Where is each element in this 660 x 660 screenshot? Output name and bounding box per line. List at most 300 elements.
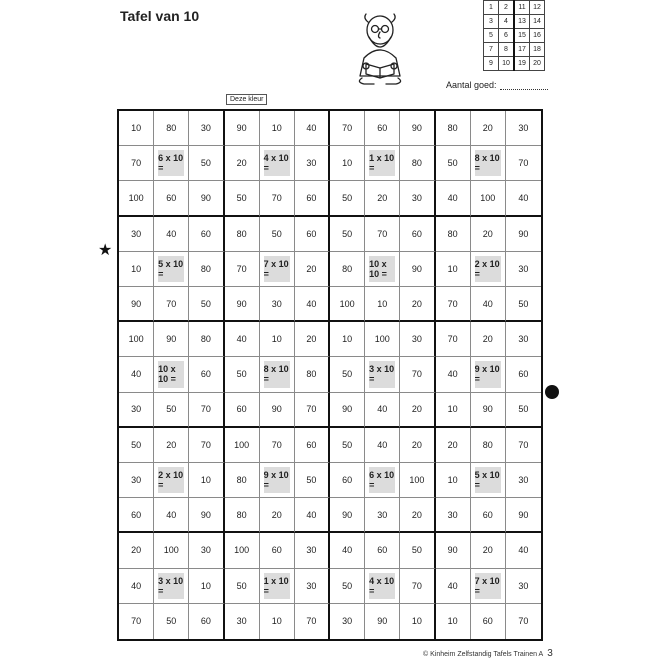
answer-cell[interactable]: [330, 217, 365, 252]
answer-cell[interactable]: [400, 498, 435, 533]
answer-value: 50: [342, 439, 353, 450]
answer-cell[interactable]: [260, 287, 295, 322]
answer-cell[interactable]: [119, 463, 154, 498]
dot-icon: [545, 385, 559, 399]
question-cell[interactable]: [154, 569, 189, 604]
question-cell[interactable]: [471, 463, 506, 498]
answer-value: 40: [131, 369, 142, 380]
answer-value: 40: [236, 334, 247, 345]
answer-cell[interactable]: [471, 217, 506, 252]
answer-cell[interactable]: [189, 252, 224, 287]
mini-grid-cell: 7: [484, 43, 499, 57]
answer-value: 100: [163, 545, 179, 556]
mini-grid: [483, 0, 545, 71]
answer-cell[interactable]: [119, 322, 154, 357]
answer-value: 40: [447, 369, 458, 380]
answer-value: 10: [411, 616, 422, 627]
answer-value: 10: [271, 123, 282, 134]
mini-grid-cell: 12: [530, 1, 545, 15]
answer-value: 20: [447, 439, 458, 450]
question-cell[interactable]: [471, 252, 506, 287]
mini-grid-cell: 14: [530, 15, 545, 29]
answer-cell[interactable]: [260, 217, 295, 252]
answer-value: 10: [342, 158, 353, 169]
answer-value: 40: [306, 123, 317, 134]
answer-value: 100: [409, 475, 425, 486]
answer-cell[interactable]: [225, 357, 260, 392]
answer-cell[interactable]: [506, 111, 541, 146]
answer-value: 90: [518, 228, 529, 239]
answer-value: 90: [411, 263, 422, 274]
question-cell[interactable]: [471, 569, 506, 604]
answer-value: 70: [200, 404, 211, 415]
answer-cell[interactable]: [119, 111, 154, 146]
answer-value: 30: [271, 298, 282, 309]
answer-cell[interactable]: [471, 181, 506, 216]
answer-value: 60: [518, 369, 529, 380]
answer-cell[interactable]: [436, 111, 471, 146]
answer-cell[interactable]: [330, 357, 365, 392]
answer-value: 70: [131, 616, 142, 627]
answer-cell[interactable]: [400, 181, 435, 216]
answer-cell[interactable]: [225, 463, 260, 498]
answer-value: 30: [342, 616, 353, 627]
answer-cell[interactable]: [154, 111, 189, 146]
answer-value: 80: [236, 509, 247, 520]
answer-cell[interactable]: [436, 393, 471, 428]
answer-value: 10: [200, 580, 211, 591]
answer-cell[interactable]: [225, 393, 260, 428]
answer-cell[interactable]: [365, 287, 400, 322]
answer-cell[interactable]: [119, 357, 154, 392]
answer-value: 30: [518, 263, 529, 274]
answer-cell[interactable]: [400, 428, 435, 463]
answer-value: 90: [518, 509, 529, 520]
answer-value: 40: [518, 192, 529, 203]
answer-cell[interactable]: [189, 287, 224, 322]
answer-cell[interactable]: [154, 287, 189, 322]
question-cell[interactable]: [260, 463, 295, 498]
answer-value: 50: [411, 545, 422, 556]
answer-cell[interactable]: [436, 322, 471, 357]
answer-cell[interactable]: [225, 569, 260, 604]
answer-value: 60: [236, 404, 247, 415]
answer-cell[interactable]: [506, 498, 541, 533]
question-cell[interactable]: [260, 252, 295, 287]
answer-value: 100: [339, 298, 355, 309]
answer-cell[interactable]: [471, 533, 506, 568]
question-cell[interactable]: [260, 357, 295, 392]
question-cell[interactable]: [471, 357, 506, 392]
answer-cell[interactable]: [506, 604, 541, 639]
question-text: 7 x 10 =: [264, 256, 290, 282]
page-number: 3: [547, 648, 553, 659]
answer-cell[interactable]: [189, 393, 224, 428]
answer-cell[interactable]: [365, 428, 400, 463]
answer-cell[interactable]: [506, 181, 541, 216]
answer-value: 70: [271, 192, 282, 203]
answer-value: 20: [271, 509, 282, 520]
answer-value: 70: [166, 298, 177, 309]
answer-cell[interactable]: [365, 217, 400, 252]
answer-cell[interactable]: [295, 569, 330, 604]
reading-professor-illustration: [340, 10, 420, 90]
question-cell[interactable]: [260, 146, 295, 181]
answer-value: 80: [447, 123, 458, 134]
answer-cell[interactable]: [119, 217, 154, 252]
answer-cell[interactable]: [436, 181, 471, 216]
answer-cell[interactable]: [330, 181, 365, 216]
answer-cell[interactable]: [189, 357, 224, 392]
answer-cell[interactable]: [365, 498, 400, 533]
answer-value: 20: [306, 263, 317, 274]
answer-cell[interactable]: [225, 498, 260, 533]
answer-cell[interactable]: [400, 569, 435, 604]
answer-value: 100: [480, 192, 496, 203]
answer-cell[interactable]: [436, 287, 471, 322]
answer-cell[interactable]: [260, 181, 295, 216]
answer-value: 10: [200, 475, 211, 486]
answer-cell[interactable]: [365, 322, 400, 357]
answer-value: 50: [342, 192, 353, 203]
footer-credit: © Kinheim Zelfstandig Tafels Trainen A: [423, 651, 544, 658]
answer-cell[interactable]: [260, 111, 295, 146]
answer-cell[interactable]: [330, 569, 365, 604]
answer-value: 100: [374, 334, 390, 345]
answer-value: 40: [377, 439, 388, 450]
answer-cell[interactable]: [506, 357, 541, 392]
answer-cell[interactable]: [154, 217, 189, 252]
answer-cell[interactable]: [365, 181, 400, 216]
answer-cell[interactable]: [330, 322, 365, 357]
answer-cell[interactable]: [436, 217, 471, 252]
answer-cell[interactable]: [436, 498, 471, 533]
answer-cell[interactable]: [330, 428, 365, 463]
answer-cell[interactable]: [295, 146, 330, 181]
answer-cell[interactable]: [400, 146, 435, 181]
answer-cell[interactable]: [119, 498, 154, 533]
answer-cell[interactable]: [330, 463, 365, 498]
question-cell[interactable]: [365, 357, 400, 392]
answer-cell[interactable]: [119, 287, 154, 322]
answer-cell[interactable]: [189, 428, 224, 463]
answer-cell[interactable]: [436, 252, 471, 287]
answer-value: 60: [482, 509, 493, 520]
answer-value: 20: [411, 298, 422, 309]
question-text: 8 x 10 =: [475, 150, 501, 176]
answer-cell[interactable]: [295, 463, 330, 498]
answer-cell[interactable]: [119, 393, 154, 428]
answer-cell[interactable]: [400, 111, 435, 146]
answer-value: 40: [518, 545, 529, 556]
answer-cell[interactable]: [189, 146, 224, 181]
score-answer-line[interactable]: [500, 89, 548, 90]
answer-cell[interactable]: [260, 498, 295, 533]
answer-cell[interactable]: [330, 604, 365, 639]
answer-cell[interactable]: [189, 217, 224, 252]
answer-value: 30: [518, 123, 529, 134]
answer-value: 70: [411, 580, 422, 591]
answer-value: 80: [166, 123, 177, 134]
answer-cell[interactable]: [225, 252, 260, 287]
answer-cell[interactable]: [436, 604, 471, 639]
answer-cell[interactable]: [189, 569, 224, 604]
answer-cell[interactable]: [154, 498, 189, 533]
answer-value: 60: [342, 475, 353, 486]
question-text: 5 x 10 =: [158, 256, 184, 282]
mini-grid-cell: 10: [499, 57, 515, 71]
answer-value: 70: [518, 158, 529, 169]
answer-cell[interactable]: [225, 146, 260, 181]
answer-cell[interactable]: [506, 428, 541, 463]
answer-cell[interactable]: [295, 217, 330, 252]
mini-grid-cell: 3: [484, 15, 499, 29]
answer-value: 90: [411, 123, 422, 134]
answer-cell[interactable]: [225, 217, 260, 252]
answer-cell[interactable]: [295, 604, 330, 639]
answer-cell[interactable]: [471, 287, 506, 322]
answer-cell[interactable]: [400, 357, 435, 392]
answer-cell[interactable]: [506, 463, 541, 498]
answer-cell[interactable]: [365, 533, 400, 568]
answer-cell[interactable]: [225, 287, 260, 322]
answer-cell[interactable]: [260, 428, 295, 463]
answer-cell[interactable]: [330, 111, 365, 146]
answer-cell[interactable]: [189, 604, 224, 639]
answer-cell[interactable]: [154, 322, 189, 357]
question-cell[interactable]: [471, 146, 506, 181]
answer-cell[interactable]: [295, 393, 330, 428]
answer-cell[interactable]: [119, 569, 154, 604]
answer-cell[interactable]: [471, 393, 506, 428]
answer-value: 50: [236, 580, 247, 591]
answer-cell[interactable]: [119, 604, 154, 639]
answer-cell[interactable]: [436, 463, 471, 498]
answer-cell[interactable]: [330, 498, 365, 533]
answer-value: 70: [518, 616, 529, 627]
answer-value: 20: [482, 123, 493, 134]
answer-cell[interactable]: [295, 428, 330, 463]
answer-cell[interactable]: [471, 428, 506, 463]
answer-cell[interactable]: [471, 498, 506, 533]
answer-cell[interactable]: [225, 181, 260, 216]
answer-value: 60: [377, 123, 388, 134]
answer-cell[interactable]: [225, 111, 260, 146]
answer-value: 60: [131, 509, 142, 520]
answer-cell[interactable]: [189, 181, 224, 216]
question-text: 4 x 10 =: [264, 150, 290, 176]
answer-value: 60: [482, 616, 493, 627]
answer-cell[interactable]: [119, 252, 154, 287]
score-label-area: [446, 80, 548, 90]
answer-value: 90: [447, 545, 458, 556]
answer-cell[interactable]: [330, 252, 365, 287]
answer-cell[interactable]: [189, 463, 224, 498]
question-text: 9 x 10 =: [264, 467, 290, 493]
answer-value: 50: [518, 298, 529, 309]
mini-grid-cell: 18: [530, 43, 545, 57]
answer-cell[interactable]: [295, 252, 330, 287]
answer-value: 80: [342, 263, 353, 274]
answer-cell[interactable]: [119, 146, 154, 181]
answer-cell[interactable]: [295, 322, 330, 357]
answer-value: 30: [131, 228, 142, 239]
answer-cell[interactable]: [295, 357, 330, 392]
answer-cell[interactable]: [400, 533, 435, 568]
answer-value: 100: [234, 439, 250, 450]
answer-cell[interactable]: [436, 428, 471, 463]
question-cell[interactable]: [154, 146, 189, 181]
question-text: 6 x 10 =: [158, 150, 184, 176]
answer-cell[interactable]: [154, 428, 189, 463]
answer-cell[interactable]: [471, 111, 506, 146]
answer-cell[interactable]: [189, 498, 224, 533]
question-cell[interactable]: [154, 463, 189, 498]
answer-value: 40: [342, 545, 353, 556]
answer-cell[interactable]: [436, 533, 471, 568]
answer-cell[interactable]: [506, 569, 541, 604]
answer-cell[interactable]: [260, 533, 295, 568]
answer-value: 100: [128, 192, 144, 203]
answer-cell[interactable]: [506, 252, 541, 287]
answer-cell[interactable]: [436, 569, 471, 604]
answer-value: 20: [411, 404, 422, 415]
answer-value: 80: [236, 228, 247, 239]
answer-cell[interactable]: [400, 252, 435, 287]
question-cell[interactable]: [365, 569, 400, 604]
answer-cell[interactable]: [119, 533, 154, 568]
answer-value: 90: [342, 404, 353, 415]
mini-grid-row: [484, 1, 545, 15]
answer-cell[interactable]: [330, 393, 365, 428]
question-cell[interactable]: [365, 146, 400, 181]
answer-value: 60: [166, 192, 177, 203]
answer-cell[interactable]: [260, 322, 295, 357]
question-cell[interactable]: [260, 569, 295, 604]
answer-value: 20: [411, 509, 422, 520]
answer-cell[interactable]: [400, 287, 435, 322]
answer-value: 50: [131, 439, 142, 450]
answer-value: 10: [342, 334, 353, 345]
answer-value: 40: [447, 580, 458, 591]
answer-value: 60: [271, 545, 282, 556]
question-cell[interactable]: [154, 357, 189, 392]
answer-cell[interactable]: [154, 604, 189, 639]
answer-cell[interactable]: [295, 533, 330, 568]
answer-cell[interactable]: [260, 393, 295, 428]
answer-value: 70: [518, 439, 529, 450]
answer-cell[interactable]: [260, 604, 295, 639]
answer-value: 50: [271, 228, 282, 239]
answer-cell[interactable]: [365, 111, 400, 146]
answer-value: 30: [200, 123, 211, 134]
answer-value: 60: [411, 228, 422, 239]
answer-cell[interactable]: [225, 533, 260, 568]
answer-cell[interactable]: [330, 146, 365, 181]
answer-cell[interactable]: [436, 357, 471, 392]
answer-cell[interactable]: [506, 287, 541, 322]
answer-value: 20: [482, 228, 493, 239]
answer-cell[interactable]: [189, 533, 224, 568]
answer-cell[interactable]: [506, 393, 541, 428]
question-cell[interactable]: [154, 252, 189, 287]
answer-cell[interactable]: [295, 111, 330, 146]
answer-cell[interactable]: [506, 533, 541, 568]
answer-cell[interactable]: [154, 393, 189, 428]
question-text: 7 x 10 =: [475, 573, 501, 599]
question-cell[interactable]: [365, 463, 400, 498]
answer-value: 30: [518, 580, 529, 591]
answer-value: 10: [271, 616, 282, 627]
answer-value: 70: [200, 439, 211, 450]
mini-grid-cell: 1: [484, 1, 499, 15]
answer-cell[interactable]: [225, 604, 260, 639]
answer-value: 60: [200, 616, 211, 627]
answer-cell[interactable]: [154, 533, 189, 568]
answer-value: 40: [306, 509, 317, 520]
answer-cell[interactable]: [400, 393, 435, 428]
answer-cell[interactable]: [436, 146, 471, 181]
answer-cell[interactable]: [400, 322, 435, 357]
answer-cell[interactable]: [295, 498, 330, 533]
answer-value: 10: [447, 616, 458, 627]
color-legend-box[interactable]: Deze kleur: [226, 94, 267, 105]
mini-grid-cell: 6: [499, 29, 515, 43]
question-cell[interactable]: [365, 252, 400, 287]
answer-cell[interactable]: [189, 322, 224, 357]
answer-cell[interactable]: [400, 604, 435, 639]
answer-cell[interactable]: [330, 287, 365, 322]
answer-cell[interactable]: [400, 217, 435, 252]
answer-cell[interactable]: [471, 604, 506, 639]
answer-cell[interactable]: [506, 146, 541, 181]
answer-cell[interactable]: [225, 322, 260, 357]
answer-value: 90: [236, 298, 247, 309]
answer-cell[interactable]: [471, 322, 506, 357]
mini-grid-cell: 8: [499, 43, 515, 57]
mini-grid-cell: 9: [484, 57, 499, 71]
answer-cell[interactable]: [365, 604, 400, 639]
answer-cell[interactable]: [330, 533, 365, 568]
mini-grid-cell: 19: [514, 57, 530, 71]
answer-cell[interactable]: [189, 111, 224, 146]
answer-cell[interactable]: [506, 322, 541, 357]
answer-value: 20: [377, 192, 388, 203]
answer-value: 10: [377, 298, 388, 309]
answer-cell[interactable]: [225, 428, 260, 463]
answer-value: 20: [166, 439, 177, 450]
answer-value: 60: [200, 228, 211, 239]
answer-value: 70: [377, 228, 388, 239]
answer-value: 30: [518, 475, 529, 486]
answer-value: 90: [200, 509, 211, 520]
question-text: 10 x 10 =: [158, 361, 184, 387]
answer-cell[interactable]: [119, 428, 154, 463]
answer-cell[interactable]: [365, 393, 400, 428]
answer-value: 50: [166, 616, 177, 627]
answer-cell[interactable]: [400, 463, 435, 498]
answer-cell[interactable]: [295, 181, 330, 216]
answer-value: 50: [236, 369, 247, 380]
answer-cell[interactable]: [119, 181, 154, 216]
question-text: 6 x 10 =: [369, 467, 395, 493]
answer-value: 90: [271, 404, 282, 415]
answer-value: 10: [447, 475, 458, 486]
answer-cell[interactable]: [506, 217, 541, 252]
answer-cell[interactable]: [154, 181, 189, 216]
question-text: 8 x 10 =: [264, 361, 290, 387]
answer-cell[interactable]: [295, 287, 330, 322]
